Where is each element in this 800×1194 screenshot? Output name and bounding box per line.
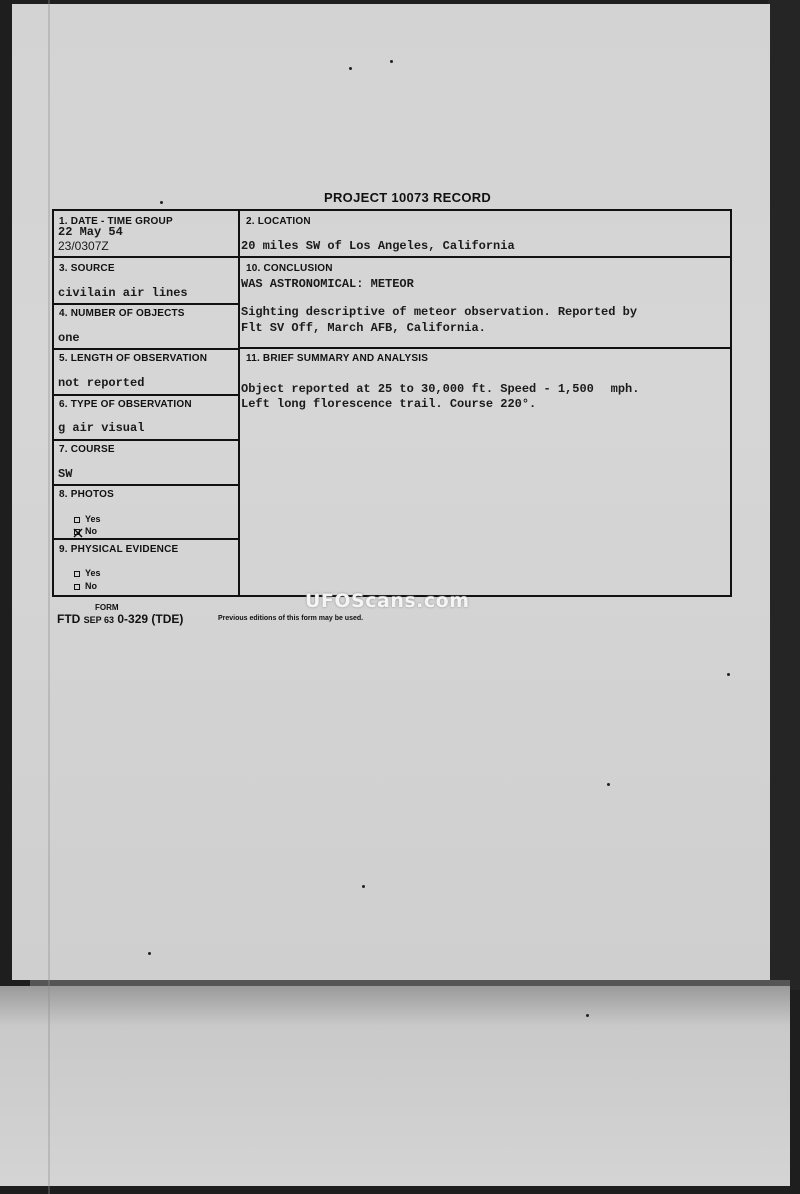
row-divider	[54, 303, 238, 305]
summary-line1: Object reported at 25 to 30,000 ft. Speed - 1,500 mph.	[241, 382, 640, 396]
type-of-observation-label: 6. TYPE OF OBSERVATION	[59, 399, 192, 410]
speck	[362, 885, 365, 888]
conclusion-note-line1: Sighting descriptive of meteor observation. Reported by	[241, 305, 638, 319]
footer-date-code: SEP 63	[83, 615, 115, 625]
row-divider	[54, 538, 238, 540]
date-value: 22 May 54	[58, 225, 123, 239]
photos-yes-checkbox	[74, 517, 80, 523]
row-divider	[238, 256, 732, 258]
row-divider	[54, 484, 238, 486]
evidence-yes-checkbox	[74, 571, 80, 577]
photos-no-checkbox	[74, 529, 80, 535]
photos-yes-option: Yes	[74, 514, 101, 524]
type-of-observation-value: g air visual	[58, 421, 145, 435]
scanned-page: PROJECT 10073 RECORD 1. DATE - TIME GROUP 22 May 54 23/0307Z 2. LOCATION 20 miles SW of Los Angeles, California 3. SOURCE civilain air lines 10. CONCLUSION WAS ASTRONOMICAL: METEOR Sighting descriptive of meteor observation. Reported by Flt SV Off, March AFB, California. 4. NUMBER OF OBJECTS one 5. LENGTH OF OBSERVATION not reported 11. BRIEF SUMMARY AND ANALYSIS Object reported at 25 to 30,000 ft. Speed - 1,500 mph. Left long florescence trail. Course 220°. 6. TYPE OF OBSERVATION g air visual 7. COURSE SW 8. PHOTOS Yes No 9. PHYSICAL EVIDENCE Yes No FORM FTD SEP 63 0-329 (TDE) Previous editions of this form may be used. UFOScans.com	[0, 0, 800, 1194]
number-of-objects-value: one	[58, 331, 80, 345]
speck	[607, 783, 610, 786]
column-divider	[238, 211, 240, 595]
location-value: 20 miles SW of Los Angeles, California	[241, 239, 515, 253]
number-of-objects-label: 4. NUMBER OF OBJECTS	[59, 308, 185, 319]
conclusion-note-line2: Flt SV Off, March AFB, California.	[241, 321, 486, 335]
underlying-sheet	[0, 986, 790, 1186]
photos-no-option: No	[74, 526, 97, 536]
speck	[586, 1014, 589, 1017]
length-of-observation-value: not reported	[58, 376, 145, 390]
footer-note: Previous editions of this form may be used.	[218, 615, 364, 622]
physical-evidence-label: 9. PHYSICAL EVIDENCE	[59, 544, 179, 555]
row-divider	[54, 348, 238, 350]
binder-line	[48, 0, 50, 1194]
footer-form-code	[57, 612, 183, 626]
record-form	[52, 209, 732, 597]
speck	[349, 67, 352, 70]
speck	[148, 952, 151, 955]
course-label: 7. COURSE	[59, 444, 115, 455]
evidence-no-option: No	[74, 581, 97, 591]
length-of-observation-label: 5. LENGTH OF OBSERVATION	[59, 353, 208, 364]
footer-form-word: FORM	[95, 603, 119, 612]
conclusion-label: 10. CONCLUSION	[246, 263, 333, 274]
source-value: civilain air lines	[58, 286, 188, 300]
speck	[160, 201, 163, 204]
source-label: 3. SOURCE	[59, 263, 115, 274]
speck	[727, 673, 730, 676]
summary-label: 11. BRIEF SUMMARY AND ANALYSIS	[246, 353, 429, 364]
time-value: 23/0307Z	[58, 239, 109, 253]
check-mark-icon	[73, 528, 83, 538]
course-value: SW	[58, 467, 73, 481]
row-divider	[54, 394, 238, 396]
speck	[390, 60, 393, 63]
row-divider	[54, 256, 238, 258]
row-divider	[238, 347, 732, 349]
evidence-yes-option: Yes	[74, 568, 101, 578]
photos-label: 8. PHOTOS	[59, 489, 114, 500]
location-label: 2. LOCATION	[246, 216, 311, 227]
date-time-group-label: 1. DATE - TIME GROUP	[59, 216, 173, 227]
evidence-no-checkbox	[74, 584, 80, 590]
footer-ftd: FTD	[57, 612, 81, 626]
scan-edge	[768, 0, 800, 990]
footer-form-number: 0-329 (TDE)	[117, 612, 184, 626]
summary-line2: Left long florescence trail. Course 220°.	[241, 397, 537, 411]
row-divider	[54, 439, 238, 441]
watermark: UFOScans.com	[305, 590, 470, 612]
conclusion-value: WAS ASTRONOMICAL: METEOR	[241, 277, 414, 291]
